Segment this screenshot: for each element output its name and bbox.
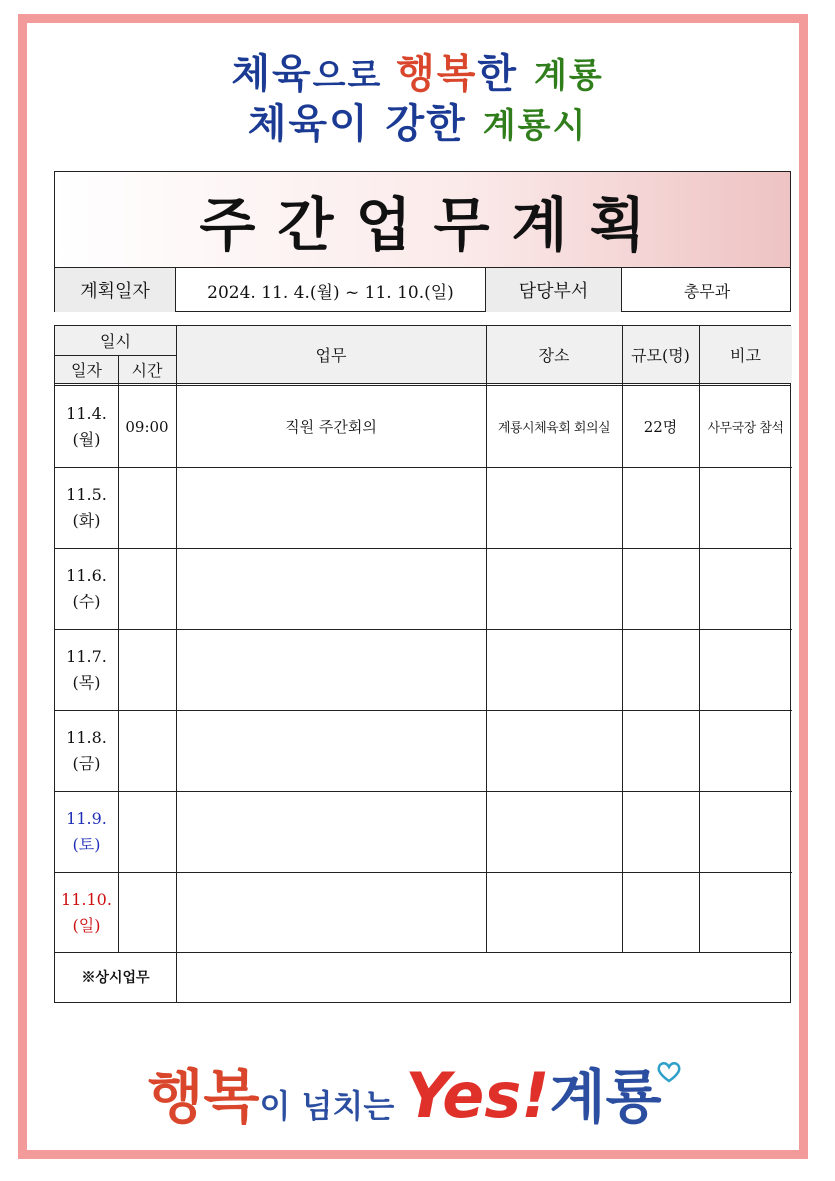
header-date: 일자 <box>55 355 118 383</box>
place-cell <box>486 629 622 710</box>
row-day: (수) <box>72 591 101 611</box>
note-cell <box>699 548 792 629</box>
date-cell <box>55 548 118 629</box>
plan-date-value: 2024. 11. 4.(월) ~ 11. 10.(일) <box>176 268 486 312</box>
header-time: 시간 <box>118 355 176 383</box>
task-cell <box>176 467 486 548</box>
note-cell <box>699 872 792 953</box>
footer-word: 계룡 <box>549 1063 662 1131</box>
slogan-word: 으로 <box>312 56 397 96</box>
scale-cell <box>622 872 699 953</box>
task-cell: 직원 주간회의 <box>285 418 377 436</box>
slogan-word: 행복 <box>396 51 478 97</box>
place-cell <box>486 710 622 791</box>
info-row <box>55 268 790 312</box>
footer-logo <box>0 1050 835 1134</box>
scale-cell <box>622 467 699 548</box>
time-cell <box>118 710 176 791</box>
row-date: 11.7. <box>66 646 107 666</box>
task-cell <box>176 791 486 872</box>
time-cell: 09:00 <box>125 417 169 436</box>
row-day: (화) <box>72 510 101 530</box>
plan-date-label: 계획일자 <box>55 268 176 312</box>
place-cell <box>486 467 622 548</box>
date-cell <box>55 791 118 872</box>
date-cell <box>55 467 118 548</box>
header-divider <box>55 355 176 356</box>
header-note: 비고 <box>699 326 792 383</box>
place-cell <box>486 872 622 953</box>
footer-word: 이 넘치는 <box>259 1087 406 1125</box>
scale-cell <box>622 791 699 872</box>
footer-word: Yes! <box>405 1059 550 1132</box>
time-cell <box>118 467 176 548</box>
slogan-word: 체육 <box>231 51 313 97</box>
note-cell <box>699 710 792 791</box>
header-scale: 규모(명) <box>622 326 699 383</box>
schedule-table <box>54 325 791 1003</box>
row-date: 11.5. <box>66 484 107 504</box>
time-cell <box>118 872 176 953</box>
slogan-word: 이 <box>328 101 386 147</box>
task-cell <box>176 710 486 791</box>
row-date: 11.10. <box>61 889 112 909</box>
slogan-word: 체육 <box>247 101 329 147</box>
routine-value <box>176 952 792 1002</box>
dept-value: 총무과 <box>683 281 731 301</box>
time-cell <box>118 548 176 629</box>
task-cell <box>176 548 486 629</box>
date-cell <box>55 386 118 467</box>
routine-label: ※상시업무 <box>81 970 150 986</box>
heart-icon <box>656 1061 682 1083</box>
task-cell <box>176 629 486 710</box>
note-cell <box>699 629 792 710</box>
place-cell <box>486 791 622 872</box>
footer-word: 행복 <box>147 1063 260 1131</box>
date-cell <box>55 710 118 791</box>
title-cell <box>55 172 790 268</box>
row-date: 11.8. <box>66 727 107 747</box>
scale-cell: 22명 <box>643 418 678 436</box>
place-cell <box>486 548 622 629</box>
slogan-word: 계룡 <box>533 56 604 96</box>
header-datetime: 일시 <box>55 326 176 355</box>
row-date: 11.4. <box>66 403 107 423</box>
row-date: 11.9. <box>66 808 107 828</box>
row-day: (일) <box>72 915 101 935</box>
slogan-line-2 <box>0 92 835 149</box>
time-cell <box>118 791 176 872</box>
task-cell <box>176 872 486 953</box>
scale-cell <box>622 548 699 629</box>
header-place: 장소 <box>486 326 622 383</box>
note-cell <box>699 467 792 548</box>
row-day: (목) <box>72 672 101 692</box>
place-cell: 계룡시체육회 회의실 <box>497 421 611 436</box>
date-cell <box>55 872 118 953</box>
note-cell <box>699 791 792 872</box>
slogan-word: 강한 <box>385 101 483 147</box>
scale-cell <box>622 710 699 791</box>
row-date: 11.6. <box>66 565 107 585</box>
title-box <box>54 171 791 312</box>
row-day: (월) <box>72 429 101 449</box>
slogan-line-1 <box>0 42 835 99</box>
note-cell: 사무국장 참석 <box>707 421 784 436</box>
page-title: 주간업무계획 <box>199 190 668 259</box>
row-day: (금) <box>72 753 101 773</box>
slogan-word: 한 <box>477 51 534 97</box>
slogan-word: 계룡시 <box>482 106 588 146</box>
time-cell <box>118 629 176 710</box>
header-task: 업무 <box>176 326 486 383</box>
scale-cell <box>622 629 699 710</box>
date-cell <box>55 629 118 710</box>
row-day: (토) <box>72 834 101 854</box>
dept-label: 담당부서 <box>486 268 622 312</box>
